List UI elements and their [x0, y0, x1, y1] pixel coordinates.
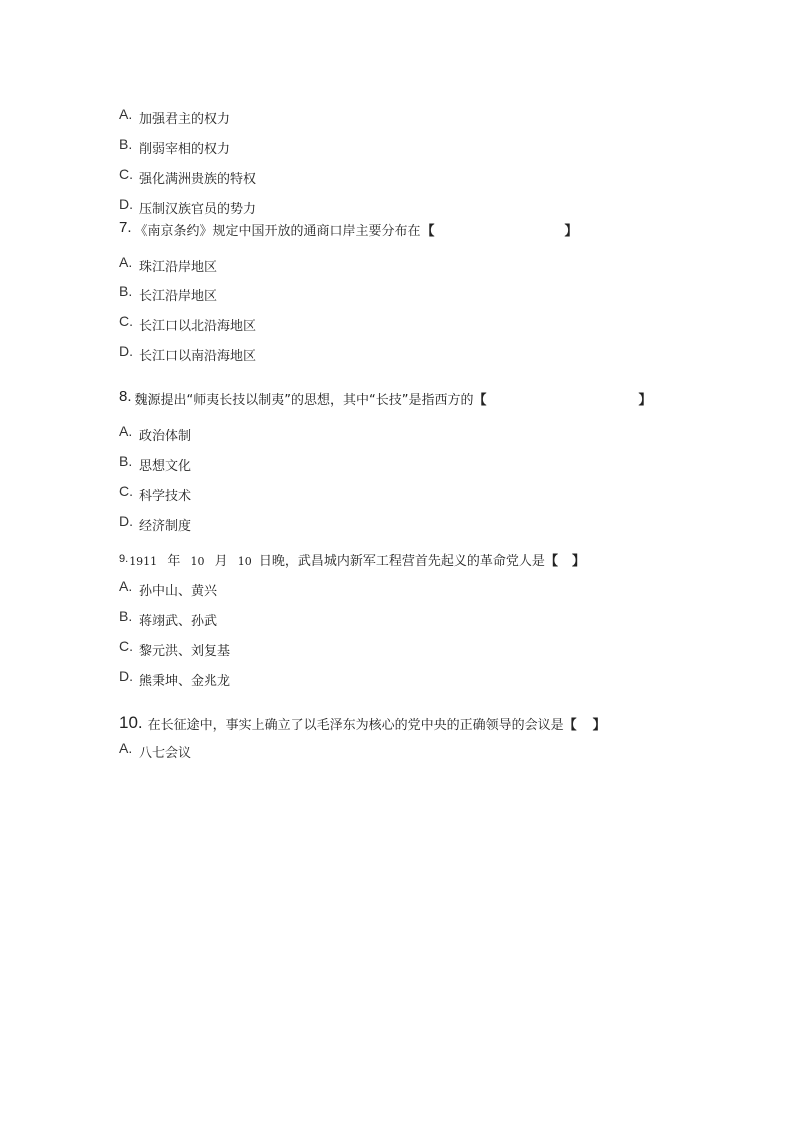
option-letter: D.: [119, 196, 133, 212]
answer-bracket-open: 【: [473, 393, 487, 408]
question-text: 在长征途中，事实上确立了以毛泽东为核心的党中央的正确领导的会议是: [147, 718, 564, 733]
q7-option-a: [119, 254, 218, 283]
q8-option-c: [119, 483, 192, 512]
option-text: 思想文化: [139, 459, 192, 474]
question-number: 8.: [119, 388, 132, 405]
q7-option-c: [119, 313, 257, 342]
option-text: 长江口以北沿海地区: [139, 319, 257, 334]
option-letter: A.: [119, 578, 133, 594]
option-text: 经济制度: [139, 519, 192, 534]
q10-stem: [119, 713, 606, 741]
option-letter: A.: [119, 106, 133, 122]
option-letter: A.: [119, 423, 133, 439]
question-number: 10.: [119, 713, 143, 732]
option-text: 黎元洪、刘复基: [139, 644, 231, 659]
q9-option-c: [119, 638, 231, 667]
answer-bracket-open: 【: [544, 554, 558, 569]
option-letter: C.: [119, 638, 133, 654]
q7-stem: [119, 219, 578, 247]
option-text: 八七会议: [139, 746, 192, 761]
q8-stem: [119, 388, 652, 416]
option-letter: B.: [119, 136, 133, 152]
question-text: [129, 553, 545, 571]
option-text: 政治体制: [139, 429, 192, 444]
question-number: 9.: [119, 553, 129, 565]
option-letter: C.: [119, 166, 133, 182]
q6-option-d: [119, 196, 257, 225]
option-text: 加强君主的权力: [139, 112, 231, 127]
q8-option-a: [119, 423, 192, 452]
answer-bracket-open: 【: [563, 718, 577, 733]
q9-option-d: [119, 668, 231, 697]
q6-option-a: [119, 106, 231, 135]
question-day: 10: [237, 555, 252, 568]
question-month: 10: [190, 555, 205, 568]
q8-option-b: [119, 453, 192, 482]
question-rest: 日晚，武昌城内新军工程营首先起义的革命党人是: [258, 554, 545, 569]
option-letter: B.: [119, 608, 133, 624]
option-text: 蒋翊武、孙武: [139, 614, 218, 629]
q9-stem: [119, 553, 585, 577]
question-month-unit: 月: [214, 554, 228, 569]
option-text: 强化满洲贵族的特权: [139, 172, 257, 187]
option-letter: A.: [119, 254, 133, 270]
answer-bracket-close: 】: [638, 393, 652, 408]
option-text: 熊秉坤、金兆龙: [139, 674, 231, 689]
q9-option-a: [119, 578, 218, 607]
answer-bracket-close: 】: [564, 224, 578, 239]
option-letter: B.: [119, 283, 133, 299]
option-letter: B.: [119, 453, 133, 469]
option-text: 削弱宰相的权力: [139, 142, 231, 157]
question-number: 7.: [119, 219, 132, 236]
option-letter: D.: [119, 513, 133, 529]
question-year-unit: 年: [167, 554, 181, 569]
option-letter: C.: [119, 313, 133, 329]
answer-bracket-close: 】: [592, 718, 606, 733]
option-text: 科学技术: [139, 489, 192, 504]
q7-option-b: [119, 283, 218, 312]
option-text: 孙中山、黄兴: [139, 584, 218, 599]
option-letter: A.: [119, 740, 133, 756]
option-letter: D.: [119, 668, 133, 684]
question-text: 《南京条约》规定中国开放的通商口岸主要分布在: [134, 224, 421, 239]
option-letter: D.: [119, 343, 133, 359]
question-text: 魏源提出“师夷长技以制夷”的思想，其中“长技”是指西方的: [134, 393, 474, 408]
option-text: 珠江沿岸地区: [139, 260, 218, 275]
answer-bracket-close: 】: [571, 554, 585, 569]
option-letter: C.: [119, 483, 133, 499]
answer-bracket-open: 【: [421, 224, 435, 239]
question-year: 1911: [129, 555, 158, 568]
q6-option-c: [119, 166, 257, 195]
q10-option-a: [119, 740, 192, 769]
q6-option-b: [119, 136, 231, 165]
option-text: 长江口以南沿海地区: [139, 349, 257, 364]
q8-option-d: [119, 513, 192, 542]
option-text: 压制汉族官员的势力: [139, 202, 257, 217]
option-text: 长江沿岸地区: [139, 289, 218, 304]
q7-option-d: [119, 343, 257, 372]
q9-option-b: [119, 608, 218, 637]
